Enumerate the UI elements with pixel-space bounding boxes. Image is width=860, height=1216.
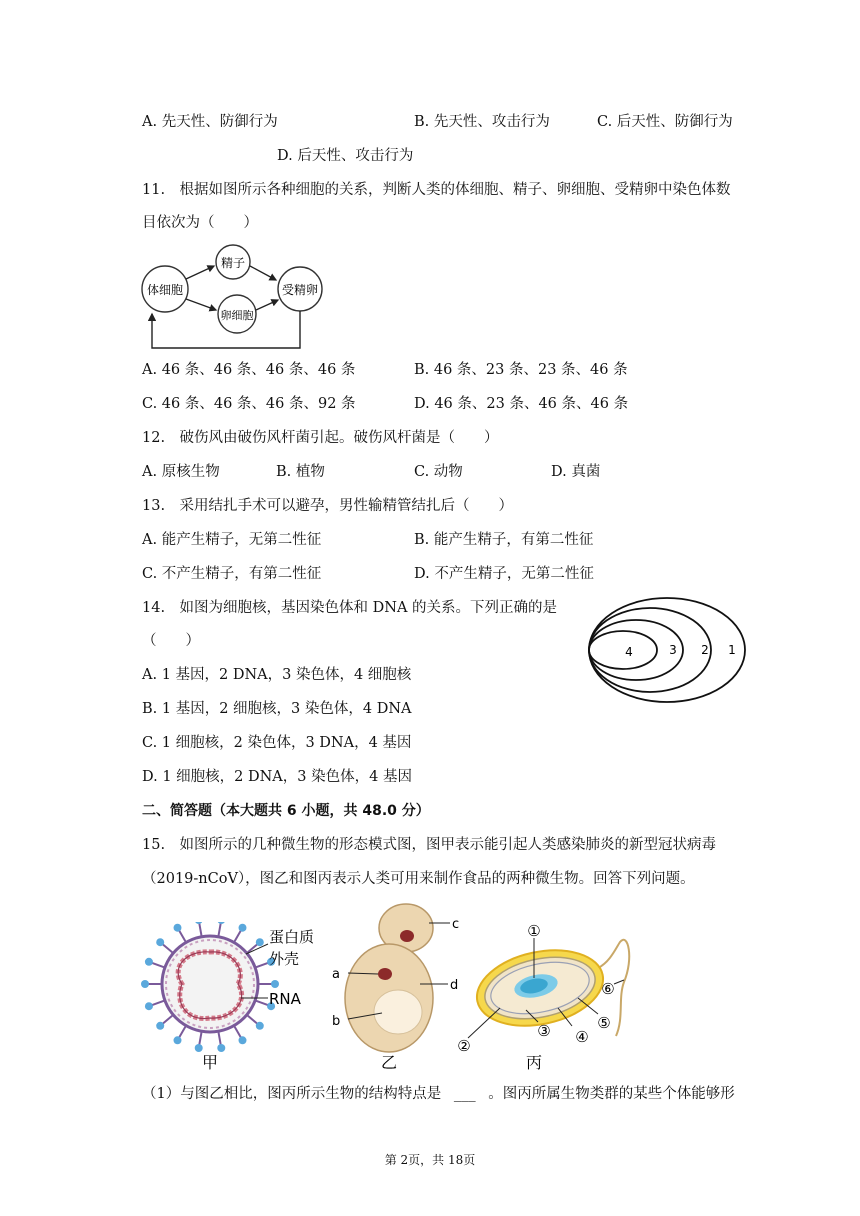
virus-spike-tip [195,1044,203,1052]
bacterium-label-2: ② [457,1037,471,1055]
virus-spike-tip [156,1022,164,1030]
section-heading: 二、简答题（本大题共 6 小题，共 48.0 分） [142,803,430,819]
q11-option-d: D. 46 条、23 条、46 条、46 条 [414,396,629,412]
virus-spike [152,1000,165,1005]
virus-spike [247,944,258,953]
q15-sub1-before: （1）与图乙相比，图丙所示生物的结构特点是 [142,1086,442,1102]
q13-option-c: C. 不产生精子，有第二性征 [142,566,322,582]
q10-option-d: D. 后天性、攻击行为 [277,148,414,164]
virus-spike [199,923,201,937]
q12-stem: 12. 破伤风由破伤风杆菌引起。破伤风杆菌是（ ） [142,430,499,446]
circle-label-1: 1 [728,643,736,657]
bacterium-caption: 丙 [525,1053,543,1072]
egg-node [218,295,256,333]
arrow-egg-to-zygote [256,300,278,310]
q11-option-b: B. 46 条、23 条、23 条、46 条 [414,362,628,378]
sperm-node [216,245,250,279]
q11-stem-line1: 11. 根据如图所示各种细胞的关系，判断人类的体细胞、精子、卵细胞、受精卵中染色体数 [142,182,731,198]
q15-sub1-blank[interactable]: ___ [453,1086,476,1102]
virus-spike [152,963,165,968]
q14-option-c: C. 1 细胞核，2 染色体，3 DNA，4 基因 [142,735,412,751]
virus-caption: 甲 [201,1053,219,1072]
virus-spike [218,923,220,937]
q10-option-c: C. 后天性、防御行为 [597,114,733,130]
q13-stem: 13. 采用结扎手术可以避孕，男性输精管结扎后（ ） [142,498,514,514]
q12-option-c: C. 动物 [414,464,463,480]
coronavirus-figure [138,922,324,1072]
virus-spike-tip [141,980,149,988]
q14-stem-line1: 14. 如图为细胞核，基因染色体和 DNA 的关系。下列正确的是 [142,600,558,616]
q13-option-b: B. 能产生精子，有第二性征 [414,532,594,548]
q14-option-d: D. 1 细胞核，2 DNA，3 染色体，4 基因 [142,769,412,785]
yeast-caption: 乙 [380,1053,398,1072]
virus-spike-tip [145,1002,153,1010]
yeast-label-a: a [332,967,340,982]
virus-spike [234,930,241,942]
svg-text:精子: 精子 [220,256,246,270]
virus-spike [179,1026,186,1038]
q13-option-a: A. 能产生精子，无第二性征 [142,532,322,548]
q15-stem-line1: 15. 如图所示的几种微生物的形态模式图，图甲表示能引起人类感染肺炎的新型冠状病毒 [142,837,717,853]
virus-spike [218,1031,220,1045]
q11-option-c: C. 46 条、46 条、46 条、92 条 [142,396,356,412]
q15-sub1 [142,1084,735,1104]
yeast-label-d: d [450,978,459,993]
circle-label-2: 2 [701,643,709,657]
bacterium-label-1: ① [527,922,541,940]
protein-coat-label-1: 蛋白质 [269,928,315,946]
virus-spike-tip [156,938,164,946]
cell-relation-diagram [140,244,350,354]
q12-option-a: A. 原核生物 [142,464,220,480]
virus-spike [255,1000,268,1005]
arrow-body-to-sperm [186,266,214,279]
virus-spike [255,963,268,968]
virus-spike [199,1031,201,1045]
svg-text:体细胞: 体细胞 [146,283,184,297]
bacterium-figure [452,918,638,1072]
svg-text:受精卵: 受精卵 [281,283,319,297]
virus-spike-tip [174,1036,182,1044]
bacterium-label-5: ⑤ [597,1014,611,1032]
q14-option-a: A. 1 基因，2 DNA，3 染色体，4 细胞核 [142,667,412,683]
arrow-body-to-egg [186,299,216,310]
virus-spike [163,944,174,953]
q15-sub1-after: 。图丙所属生物类群的某些个体能够形 [488,1086,735,1102]
virus-spike [247,1015,258,1024]
q14-stem-line2: （ ） [142,633,200,649]
yeast-label-c: c [452,917,460,932]
rna-label: RNA [269,990,301,1008]
page-footer: 第 2页，共 18页 [384,1153,476,1167]
body-cell-node [142,266,188,312]
q10-option-a: A. 先天性、防御行为 [142,114,278,130]
virus-spike-tip [256,938,264,946]
bacterium-label-6: ⑥ [601,980,615,998]
bacterium-label-3: ③ [537,1022,551,1040]
nucleus-chromosome-dna-gene-diagram [586,594,750,706]
virus-spike [179,930,186,942]
virus-spike-tip [271,980,279,988]
virus-spike-tip [174,924,182,932]
virus-spike-tip [217,922,225,924]
q10-option-b: B. 先天性、攻击行为 [414,114,550,130]
arrow-sperm-to-zygote [250,266,276,280]
q12-option-b: B. 植物 [276,464,325,480]
q13-option-d: D. 不产生精子，无第二性征 [414,566,594,582]
q15-stem-line2: （2019-nCoV），图乙和图丙表示人类可用来制作食品的两种微生物。回答下列问题。 [142,871,695,887]
virus-spike-tip [239,1036,247,1044]
yeast-label-b: b [332,1014,341,1029]
q11-option-a: A. 46 条、46 条、46 条、46 条 [142,362,356,378]
circle-label-3: 3 [669,643,677,657]
yeast-figure [324,898,470,1072]
bacterium-label-4: ④ [575,1028,589,1046]
virus-spike [234,1026,241,1038]
virus-spike-tip [217,1044,225,1052]
q14-option-b: B. 1 基因，2 细胞核，3 染色体，4 DNA [142,701,412,717]
virus-spike-tip [256,1022,264,1030]
svg-text:卵细胞: 卵细胞 [220,309,254,322]
zygote-node [278,267,322,311]
virus-spike-tip [239,924,247,932]
virus-spike-tip [195,922,203,924]
virus-spike [163,1015,174,1024]
q12-option-d: D. 真菌 [551,464,601,480]
protein-coat-label-2: 外壳 [269,950,300,968]
q11-stem-line2: 目依次为（ ） [142,215,258,231]
virus-spike-tip [145,958,153,966]
circle-label-4: 4 [625,645,633,659]
